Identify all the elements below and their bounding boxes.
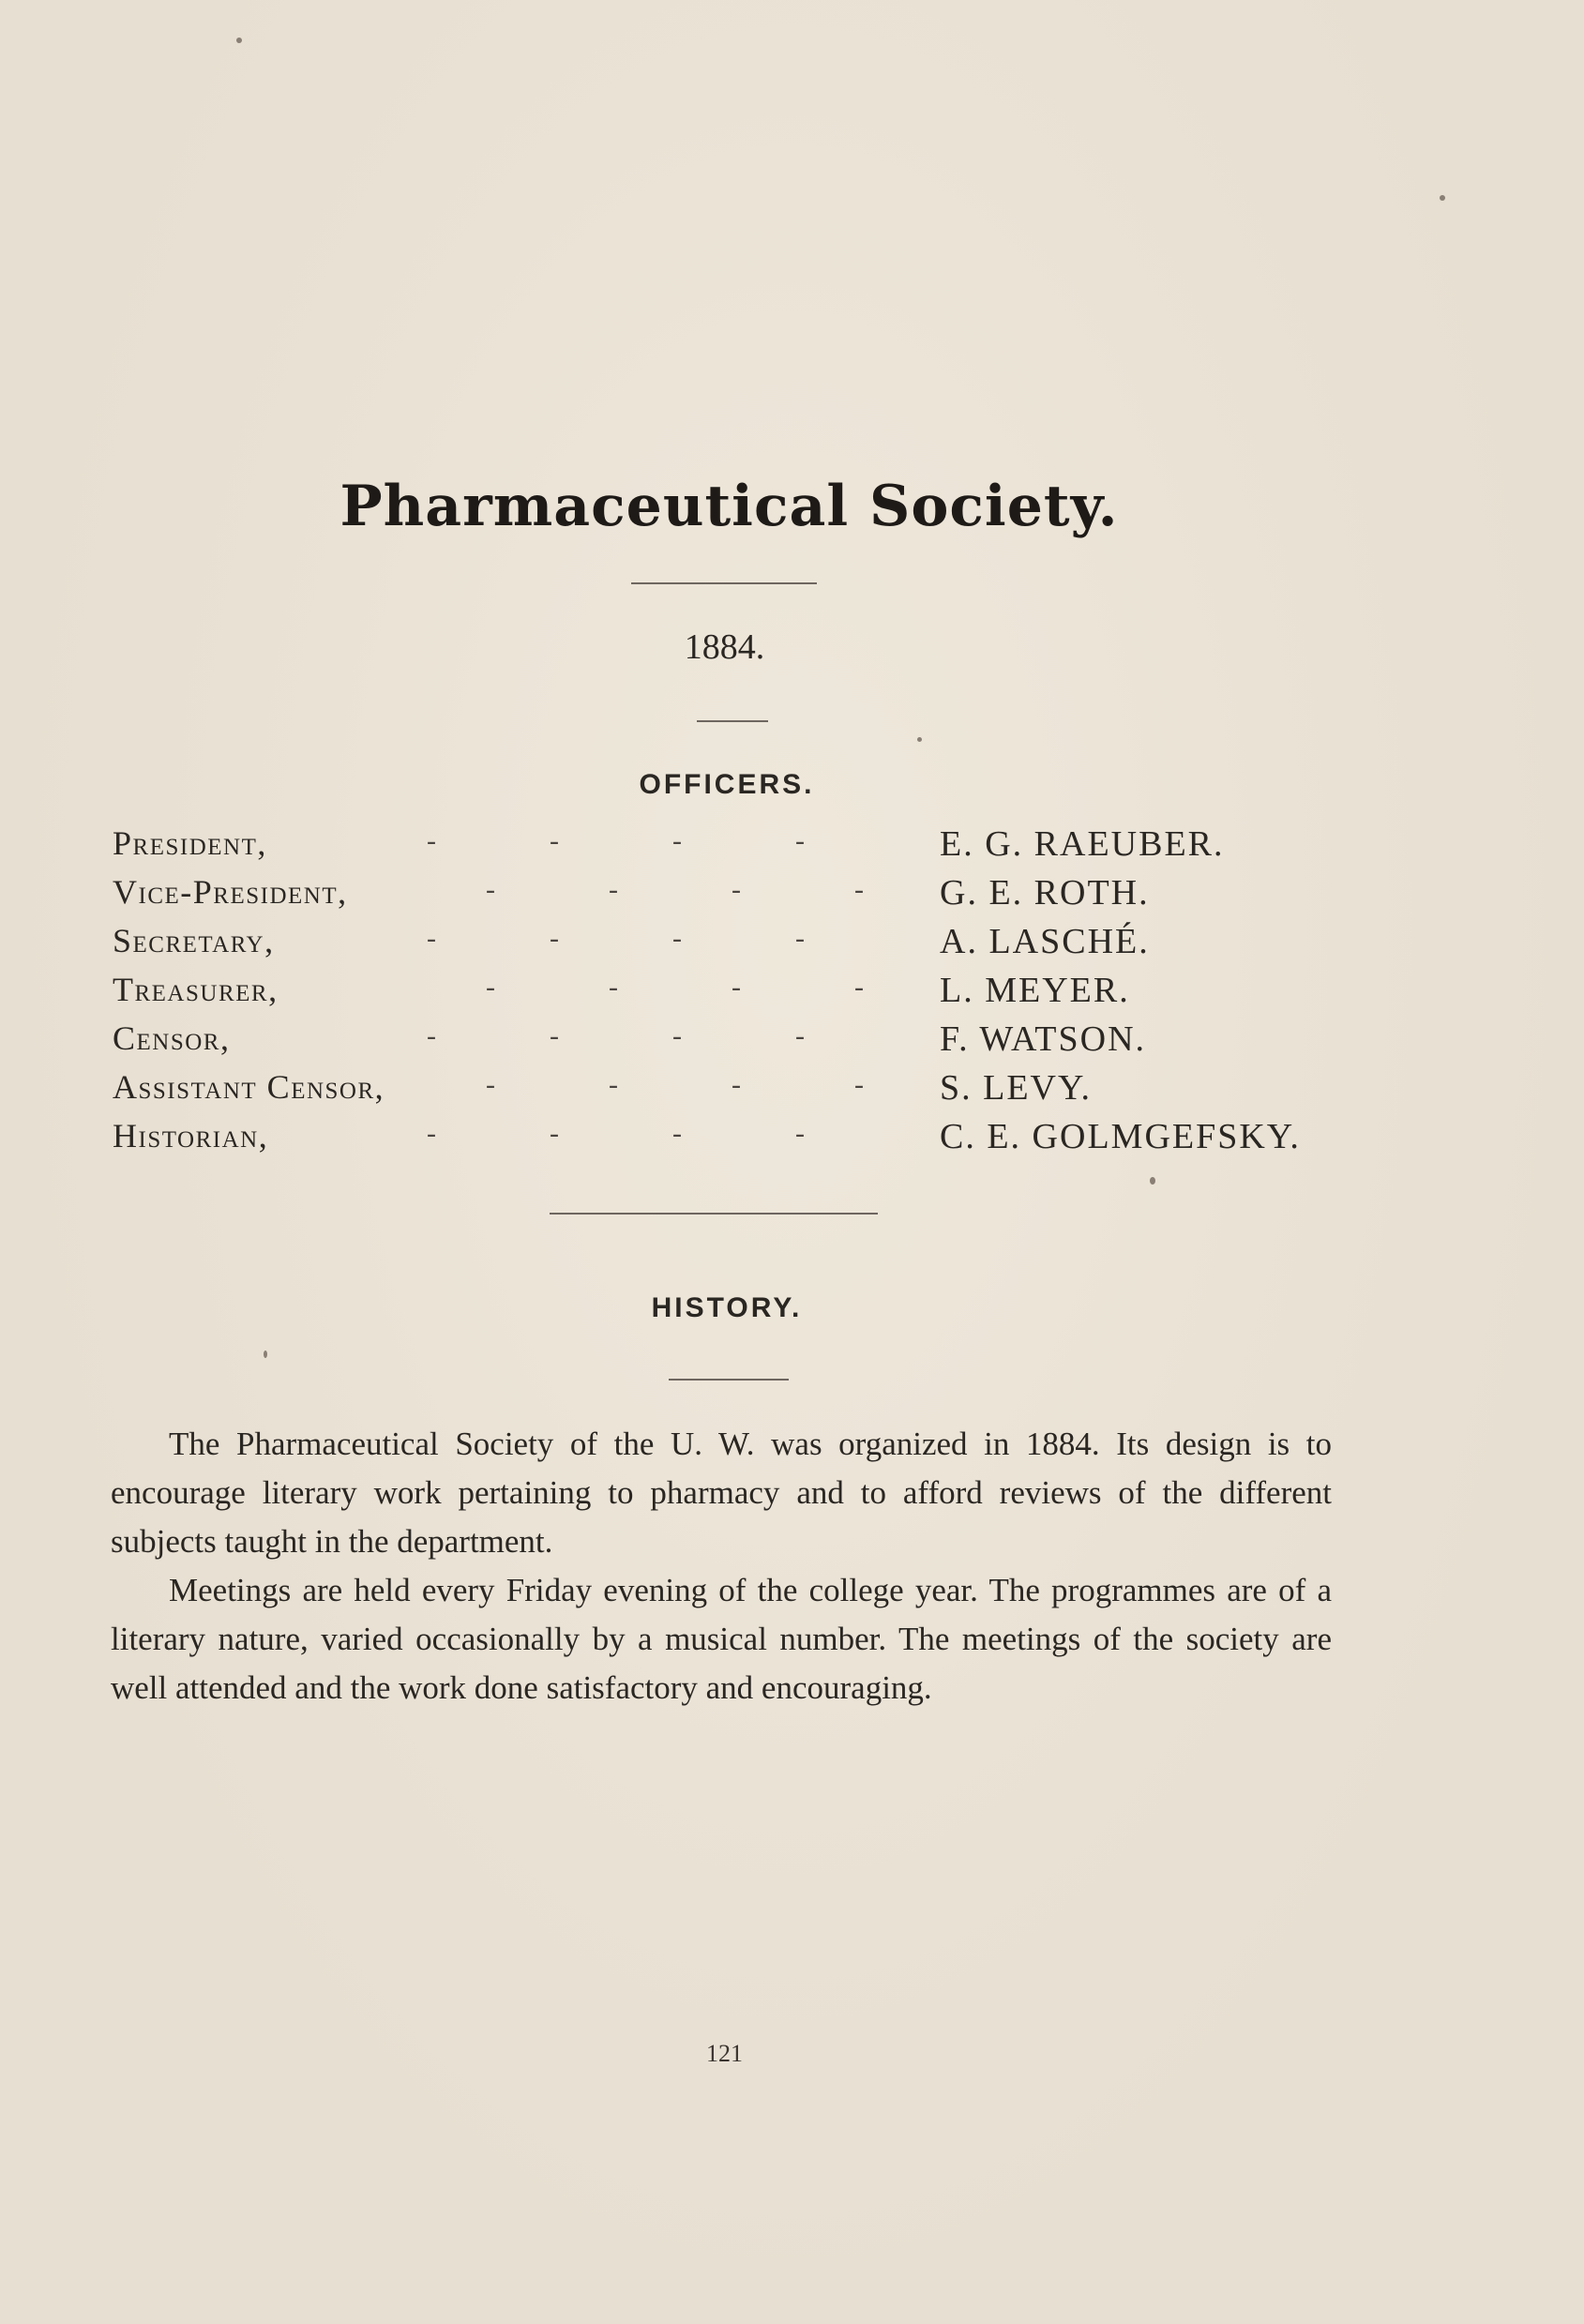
officer-name: C. E. GOLMGEFSKY.	[940, 1117, 1301, 1156]
dash: -	[486, 1069, 495, 1100]
page-number: 121	[706, 2040, 743, 2067]
office-title: Historian,	[113, 1117, 269, 1154]
year: 1884.	[684, 627, 765, 667]
officer-row	[113, 823, 1360, 872]
dash-leader	[427, 923, 918, 955]
office-title: Assistant Censor,	[113, 1068, 385, 1106]
officer-name: E. G. RAEUBER.	[940, 824, 1225, 864]
dash: -	[427, 1020, 436, 1051]
office-title: Vice-President,	[113, 873, 348, 911]
officer-row	[113, 1116, 1360, 1165]
dash: -	[550, 825, 559, 856]
dash-leader	[427, 1020, 918, 1052]
page-title: Pharmaceutical Society.	[339, 474, 1119, 539]
history-paragraph-text: Meetings are held every Friday evening of the college year. The programmes are of a literary nature, varied occasionally by a musical number. The meetings of the society are well attended and the work done satisfactory and encouraging.	[111, 1572, 1332, 1706]
year-divider	[697, 720, 768, 722]
dash: -	[795, 1020, 805, 1051]
title-divider	[631, 582, 817, 584]
office-title: President,	[113, 824, 267, 862]
officers-divider	[550, 1213, 878, 1215]
dash: -	[550, 1118, 559, 1149]
dash: -	[609, 972, 618, 1003]
dash: -	[672, 825, 682, 856]
dash-leader	[486, 874, 977, 906]
dash-leader	[427, 1118, 918, 1150]
office-title: Treasurer,	[113, 971, 279, 1008]
office-title: Secretary,	[113, 922, 275, 959]
dash: -	[795, 1118, 805, 1149]
officer-row	[113, 970, 1360, 1019]
dash-leader	[427, 825, 918, 857]
history-heading: HISTORY.	[651, 1292, 803, 1323]
dash: -	[486, 874, 495, 905]
dash-leader	[486, 972, 977, 1004]
paper-speck	[917, 737, 922, 742]
officer-name: L. MEYER.	[940, 971, 1130, 1010]
dash: -	[854, 1069, 864, 1100]
history-paragraph	[111, 1566, 1332, 1713]
dash: -	[795, 825, 805, 856]
dash: -	[427, 923, 436, 954]
dash: -	[854, 972, 864, 1003]
dash: -	[427, 825, 436, 856]
paper-speck	[236, 38, 242, 43]
dash: -	[609, 874, 618, 905]
paper-speck	[264, 1351, 267, 1358]
dash: -	[486, 972, 495, 1003]
dash: -	[854, 874, 864, 905]
dash: -	[427, 1118, 436, 1149]
dash: -	[672, 1118, 682, 1149]
officer-row	[113, 921, 1360, 970]
dash: -	[732, 874, 741, 905]
officer-row	[113, 1019, 1360, 1067]
paper-speck	[1440, 195, 1445, 201]
officer-row	[113, 872, 1360, 921]
dash: -	[732, 1069, 741, 1100]
office-title: Censor,	[113, 1019, 231, 1057]
officers-heading: OFFICERS.	[639, 769, 815, 800]
officer-row	[113, 1067, 1360, 1116]
dash: -	[672, 1020, 682, 1051]
paper-speck	[1150, 1177, 1155, 1185]
dash: -	[732, 972, 741, 1003]
history-paragraph-text: The Pharmaceutical Society of the U. W. was organized in 1884. Its design is to encourage literary work pertaining to pharmacy and to afford reviews of the different subjects taught in the department.	[111, 1426, 1332, 1560]
officer-name: G. E. ROTH.	[940, 873, 1150, 913]
history-divider	[669, 1379, 789, 1381]
dash-leader	[486, 1069, 977, 1101]
dash: -	[795, 923, 805, 954]
officer-name: S. LEVY.	[940, 1068, 1093, 1108]
officer-name: F. WATSON.	[940, 1019, 1147, 1059]
officer-name: A. LASCHÉ.	[940, 922, 1150, 961]
dash: -	[550, 923, 559, 954]
dash: -	[550, 1020, 559, 1051]
dash: -	[672, 923, 682, 954]
dash: -	[609, 1069, 618, 1100]
history-paragraph	[111, 1420, 1332, 1566]
